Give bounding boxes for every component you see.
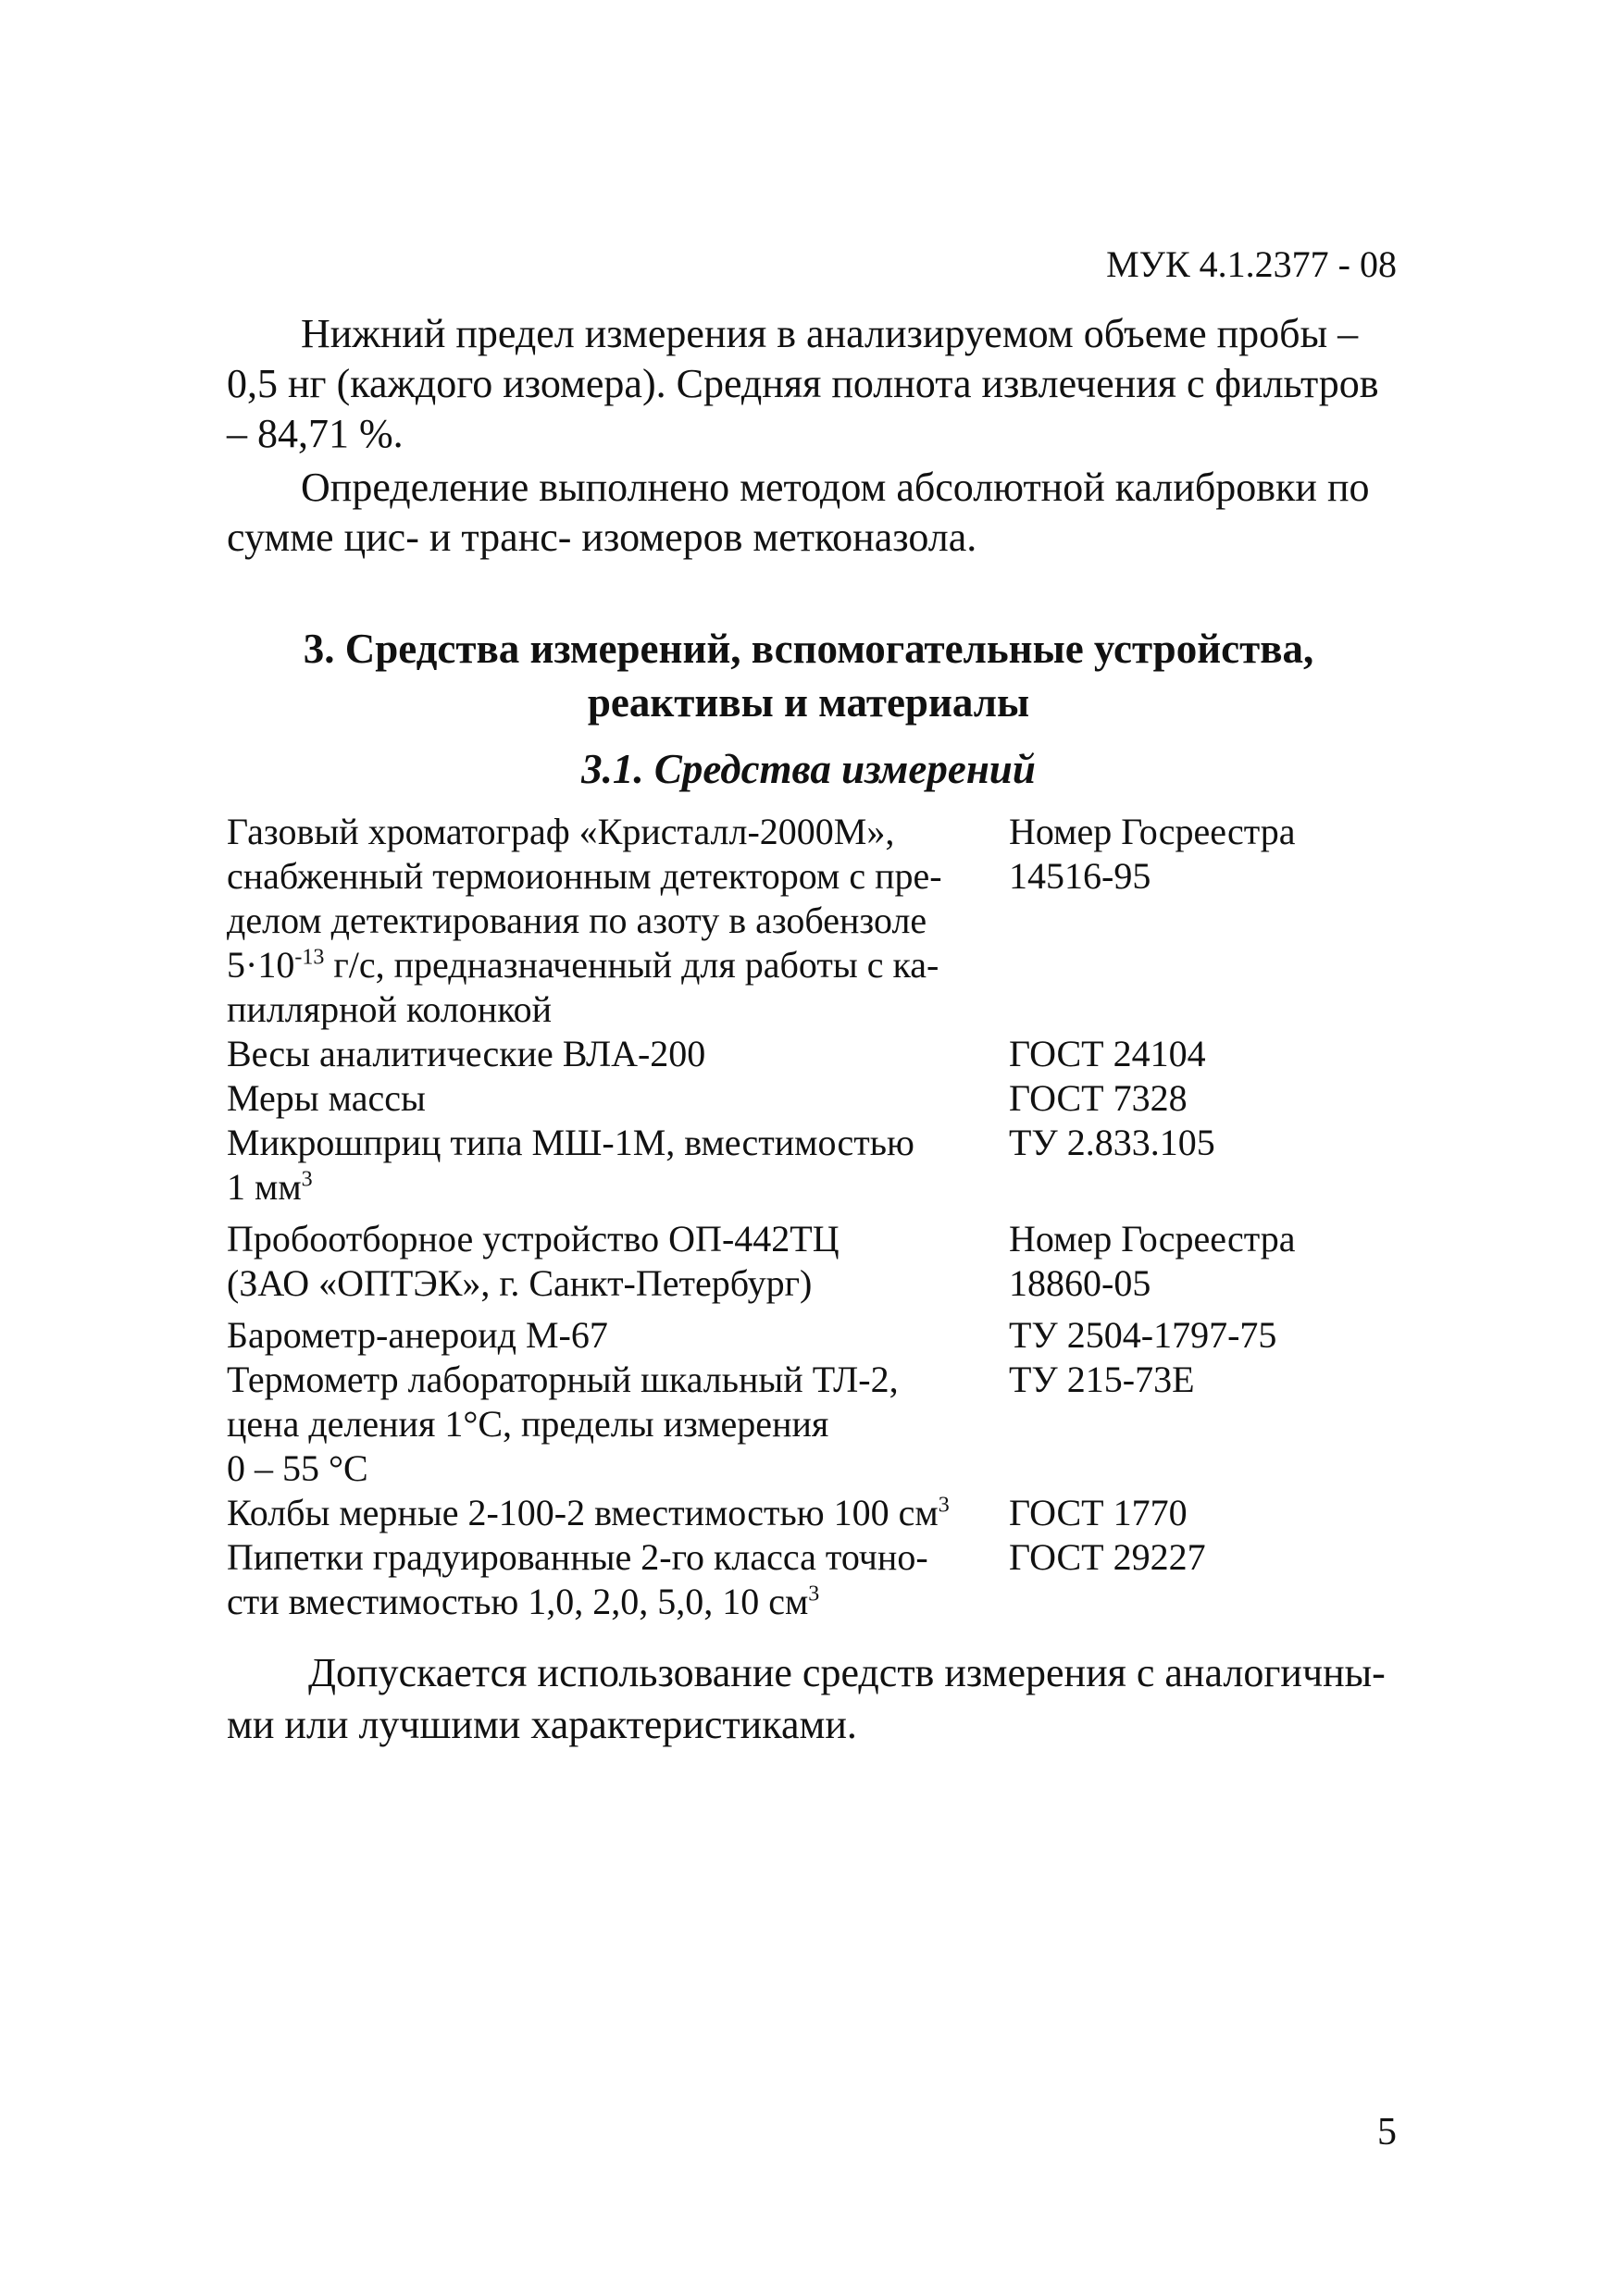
- subsection-heading: 3.1. Средства измерений: [581, 746, 1036, 792]
- instrument-name: Колбы мерные 2-100-2 вместимостью 100 $см^3$: [227, 1492, 950, 1533]
- instrument-row: [227, 1358, 1421, 1491]
- instrument-name: Микрошприц типа МШ-1М, вместимостью 1 $мм^3$: [227, 1122, 914, 1208]
- instrument-name: Пипетки градуированные 2-го класса точно- сти вместимостью 1,0, 2,0, 5,0, 10 $см^3$: [227, 1536, 928, 1622]
- instrument-reference: ТУ 2.833.105: [1009, 1122, 1215, 1163]
- instrument-name: Барометр-анероид М-67: [227, 1314, 608, 1356]
- section-heading: [0, 622, 1617, 729]
- instrument-name: Пробоотборное устройство ОП-442ТЦ (ЗАО «ОПТЭК», г. Санкт-Петербург): [227, 1218, 840, 1304]
- text-line: 0,5 нг (каждого изомера). Средняя полнота извлечения с фильтров: [227, 361, 1379, 406]
- paragraph-lower-limit: [227, 309, 1412, 459]
- instrument-reference: ГОСТ 24104: [1009, 1033, 1206, 1074]
- instrument-reference: Номер Госреестра 18860-05: [1009, 1218, 1296, 1304]
- section-heading-line: реактивы и материалы: [587, 679, 1030, 726]
- instrument-row: [227, 1313, 1421, 1358]
- instrument-row: [227, 1121, 1421, 1210]
- instrument-name: Термометр лабораторный шкальный ТЛ-2, цена деления 1°С, пределы измерения 0 – 55 °С: [227, 1359, 899, 1489]
- instrument-reference: ТУ 215-73Е: [1009, 1359, 1195, 1400]
- instruments-list: [227, 810, 1421, 1624]
- instrument-name: Газовый хроматограф «Кристалл-2000М», снабженный термоионным детектором с пре- делом детектирования по азоту в азобензоле $5\cdot 10^{-13}$ г/с, предназначенный для работы с ка- пиллярной колонкой: [227, 811, 942, 1030]
- paragraph-method: [227, 463, 1412, 563]
- instrument-row: [227, 1217, 1421, 1306]
- instrument-name: Весы аналитические ВЛА-200: [227, 1033, 706, 1074]
- text-line: Нижний предел измерения в анализируемом объеме пробы –: [301, 311, 1359, 356]
- instrument-row: [227, 810, 1421, 1032]
- instrument-reference: ГОСТ 29227: [1009, 1536, 1206, 1578]
- instrument-row: [227, 1032, 1421, 1076]
- instrument-reference: ТУ 2504-1797-75: [1009, 1314, 1277, 1356]
- page-number: 5: [1377, 2111, 1397, 2153]
- text-line: ми или лучшими характеристиками.: [227, 1702, 857, 1747]
- text-line: Определение выполнено методом абсолютной калибровки по: [301, 465, 1370, 510]
- instrument-row: [227, 1535, 1421, 1624]
- text-line: сумме цис- и транс- изомеров метконазола.: [227, 515, 977, 560]
- instrument-reference: ГОСТ 7328: [1009, 1077, 1188, 1119]
- text-line: – 84,71 %.: [227, 411, 404, 456]
- instrument-reference: ГОСТ 1770: [1009, 1492, 1188, 1533]
- instrument-row: [227, 1076, 1421, 1121]
- instrument-row: [227, 1491, 1421, 1535]
- closing-paragraph: [227, 1647, 1416, 1751]
- document-code: МУК 4.1.2377 - 08: [1106, 243, 1397, 285]
- section-heading-line: 3. Средства измерений, вспомогательные устройства,: [303, 626, 1314, 672]
- instrument-reference: Номер Госреестра 14516-95: [1009, 811, 1296, 897]
- instrument-name: Меры массы: [227, 1077, 426, 1119]
- text-line: Допускается использование средств измерения с аналогичны-: [308, 1650, 1386, 1695]
